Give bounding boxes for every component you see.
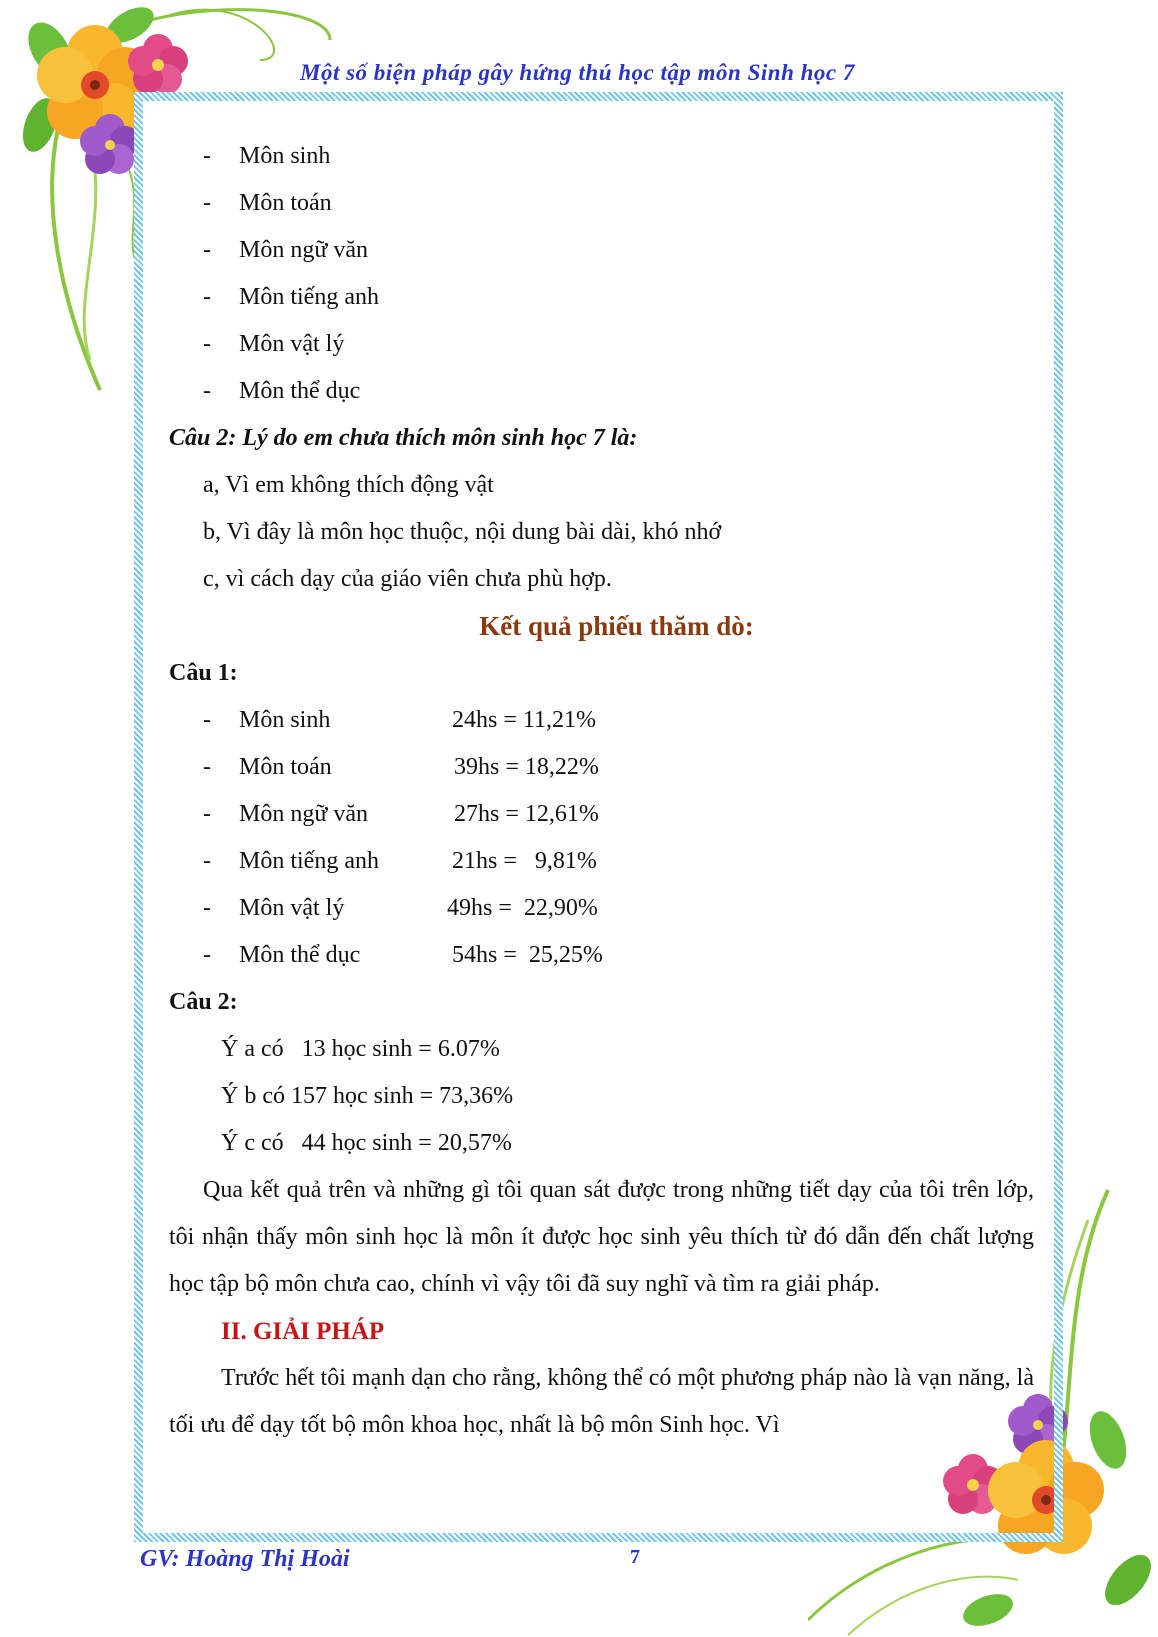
result-value: 27hs = 12,61% — [454, 801, 599, 827]
page-content — [169, 133, 1034, 1449]
results-cau2-label: Câu 2: — [169, 989, 238, 1015]
result-value: 49hs = 22,90% — [447, 895, 598, 921]
results-cau1-label: Câu 1: — [169, 660, 238, 686]
conclusion-paragraph: Qua kết quả trên và những gì tôi quan sát được trong những tiết dạy của tôi trên lớp, tôi nhận thấy môn sinh học là môn ít được học sinh yêu thích từ đó dẫn đến chất lượng học tập bộ môn chưa cao, chính vì vậy tôi đã suy nghĩ và tìm ra giải pháp. — [169, 1177, 1034, 1297]
question-2-option: c, vì cách dạy của giáo viên chưa phù hợp. — [203, 566, 612, 592]
result-value: 39hs = 18,22% — [454, 754, 599, 780]
result-value: 54hs = 25,25% — [452, 942, 603, 968]
result-value: 21hs = 9,81% — [452, 848, 597, 874]
result-row: - Môn sinh 24hs = 11,21% — [169, 697, 1034, 744]
list-item: - Môn tiếng anh — [203, 284, 379, 310]
page-number: 7 — [630, 1546, 640, 1568]
list-item: - Môn vật lý — [203, 331, 345, 357]
footer-author: GV: Hoàng Thị Hoài — [140, 1546, 350, 1572]
result-answer: Ý c có 44 học sinh = 20,57% — [221, 1130, 512, 1156]
header-title: Một số biện pháp gây hứng thú học tập môn Sinh học 7 — [300, 60, 855, 85]
result-value: 24hs = 11,21% — [452, 707, 596, 733]
section-paragraph: Trước hết tôi mạnh dạn cho rằng, không thể có một phương pháp nào là vạn năng, là tối ưu để dạy tốt bộ môn khoa học, nhất là bộ môn Sinh học. Vì — [169, 1365, 1034, 1438]
result-row: - Môn ngữ văn 27hs = 12,61% — [169, 791, 1034, 838]
list-item: - Môn ngữ văn — [203, 237, 368, 263]
list-item: - Môn thể dục — [203, 378, 361, 404]
result-row: - Môn thể dục 54hs = 25,25% — [169, 932, 1034, 979]
results-heading: Kết quả phiếu thăm dò: — [479, 611, 754, 641]
question-2-title: Câu 2: Lý do em chưa thích môn sinh học 7 là: — [169, 425, 638, 451]
result-row: - Môn vật lý 49hs = 22,90% — [169, 885, 1034, 932]
result-row: - Môn tiếng anh 21hs = 9,81% — [169, 838, 1034, 885]
subject-list — [169, 133, 1034, 415]
question-2-option: b, Vì đây là môn học thuộc, nội dung bài dài, khó nhớ — [203, 519, 722, 545]
question-2-option: a, Vì em không thích động vật — [203, 472, 494, 498]
result-answer: Ý a có 13 học sinh = 6.07% — [221, 1036, 500, 1062]
result-row: - Môn toán 39hs = 18,22% — [169, 744, 1034, 791]
result-answer: Ý b có 157 học sinh = 73,36% — [221, 1083, 514, 1109]
section-title: II. GIẢI PHÁP — [221, 1318, 385, 1345]
list-item: - Môn toán — [203, 190, 332, 216]
list-item: - Môn sinh — [203, 143, 331, 169]
